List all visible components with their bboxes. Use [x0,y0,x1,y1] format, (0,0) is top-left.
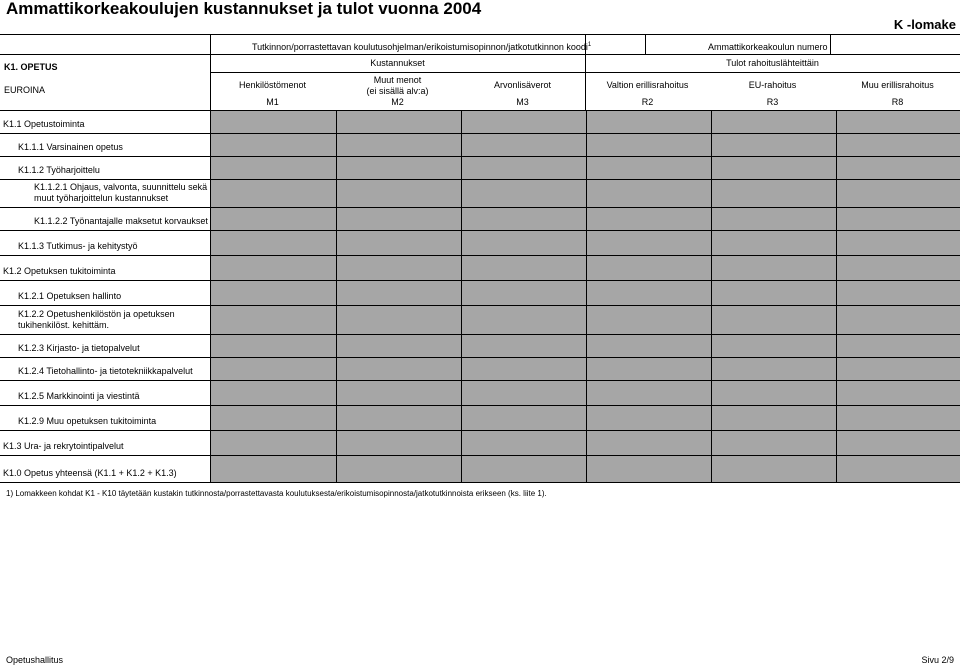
row-label-text: K1.1.1 Varsinainen opetus [18,142,123,152]
cell-divider [336,281,337,305]
code-r3: R3 [766,97,779,107]
cell-divider [586,256,587,280]
row-label-text: K1.1.2.1 Ohjaus, valvonta, suunnittelu sekä [34,182,208,192]
row-cells [210,231,960,255]
row-label-text: K1.2.4 Tietohallinto- ja tietotekniikkapalvelut [18,366,193,376]
row-label-text: K1.2.9 Muu opetuksen tukitoiminta [18,416,157,426]
cell-divider [336,456,337,482]
cell-divider [336,111,337,133]
row-label-text: K1.1 Opetustoiminta [3,119,85,129]
cell-divider [461,456,462,482]
row-cells [210,180,960,207]
cell-divider [711,431,712,455]
cell-divider [586,381,587,405]
table-row [0,231,960,256]
row-cells [210,358,960,380]
cell-divider [461,406,462,430]
cell-divider [836,335,837,357]
cell-divider [461,134,462,156]
amk-number-label: Ammattikorkeakoulun numero [708,42,828,52]
cell-divider [711,381,712,405]
cell-divider [711,335,712,357]
cell-divider [461,208,462,230]
row-label-text: K1.2.2 Opetushenkilöstön ja opetuksen [18,309,175,319]
row-cells [210,281,960,305]
row-label [0,111,210,133]
cell-divider [336,335,337,357]
cell-divider [836,381,837,405]
row-label-text: K1.2 Opetuksen tukitoiminta [3,266,116,276]
row-label [0,180,210,207]
cell-divider [586,335,587,357]
cell-divider [711,456,712,482]
cell-divider [711,157,712,179]
table-row [0,431,960,456]
row-cells [210,306,960,334]
row-label [0,306,210,334]
cell-divider [461,381,462,405]
cell-divider [336,406,337,430]
row-cells [210,208,960,230]
page-title: Ammattikorkeakoulujen kustannukset ja tulot vuonna 2004 [6,0,482,18]
table-row [0,208,960,231]
row-cells [210,335,960,357]
row-cells [210,381,960,405]
income-label: Tulot rahoituslähteittäin [726,58,819,68]
row-label-text: K1.1.3 Tutkimus- ja kehitystyö [18,241,138,251]
row-label [0,231,210,255]
row-label-text: K1.0 Opetus yhteensä (K1.1 + K1.2 + K1.3) [3,468,177,478]
cell-divider [586,406,587,430]
cell-divider [336,381,337,405]
table-row [0,335,960,358]
col-muut-menot: Muut menot (ei sisällä alv:a) [366,75,429,96]
table-row [0,180,960,208]
cell-divider [586,358,587,380]
program-code-label: Tutkinnon/porrastettavan koulutusohjelman/erikoistumisopinnon/jatkotutkinnon koodi$^1$ [252,42,592,52]
table-row [0,157,960,180]
cell-divider [461,431,462,455]
table-row [0,456,960,483]
cell-divider [711,231,712,255]
table-row [0,281,960,306]
cell-divider [461,157,462,179]
cell-divider [711,134,712,156]
row-label-text: K1.1.2.2 Työnantajalle maksetut korvaukset [34,216,208,226]
cell-divider [336,431,337,455]
cell-divider [336,134,337,156]
cell-divider [836,111,837,133]
cell-divider [836,406,837,430]
col-henkilostomenot: Henkilöstömenot [238,80,307,90]
code-m1: M1 [266,97,279,107]
row-label [0,208,210,230]
cell-divider [711,180,712,207]
row-cells [210,111,960,133]
cell-divider [836,431,837,455]
row-label-text: K1.2.1 Opetuksen hallinto [18,291,122,301]
cell-divider [461,111,462,133]
row-cells [210,256,960,280]
footnote: 1) Lomakkeen kohdat K1 - K10 täytetään kustakin tutkinnosta/porrastettavasta koulutuksesta/erikoistumisopinnosta/jatkotutkinnoista erikseen (ks. liite 1). [6,489,547,498]
cell-divider [336,157,337,179]
cell-divider [836,306,837,334]
cell-divider [711,358,712,380]
row-label [0,256,210,280]
code-r8: R8 [891,97,904,107]
cell-divider [836,180,837,207]
code-r2: R2 [641,97,654,107]
cell-divider [336,358,337,380]
table-row [0,358,960,381]
row-cells [210,431,960,455]
row-label [0,431,210,455]
table-row [0,306,960,335]
cell-divider [836,281,837,305]
cell-divider [586,208,587,230]
cell-divider [836,456,837,482]
cell-divider [336,180,337,207]
cell-divider [711,406,712,430]
cell-divider [711,111,712,133]
table-row [0,381,960,406]
cell-divider [336,208,337,230]
table-row [0,111,960,134]
cell-divider [461,358,462,380]
cell-divider [461,281,462,305]
footer-publisher: Opetushallitus [6,655,64,665]
cell-divider [586,431,587,455]
row-label [0,406,210,430]
row-label [0,381,210,405]
row-label [0,134,210,156]
cell-divider [836,208,837,230]
cell-divider [586,134,587,156]
form-label: K -lomake [893,17,956,32]
cell-divider [586,231,587,255]
row-label-text: K1.3 Ura- ja rekrytointipalvelut [3,441,124,451]
cell-divider [336,231,337,255]
cell-divider [586,281,587,305]
row-cells [210,406,960,430]
col-arvonlisaverot: Arvonlisäverot [493,80,552,90]
cell-divider [336,306,337,334]
row-label [0,456,210,482]
col-eu-rahoitus: EU-rahoitus [748,80,797,90]
cell-divider [711,208,712,230]
row-label [0,157,210,179]
cell-divider [711,306,712,334]
cell-divider [711,281,712,305]
currency-label: EUROINA [4,85,46,95]
table-row [0,256,960,281]
row-label-text: K1.1.2 Työharjoittelu [18,165,100,175]
cell-divider [586,456,587,482]
cell-divider [461,256,462,280]
row-label-text: K1.2.5 Markkinointi ja viestintä [18,391,140,401]
code-m2: M2 [391,97,404,107]
row-cells [210,157,960,179]
cell-divider [586,157,587,179]
cell-divider [461,335,462,357]
table-row [0,406,960,431]
cell-divider [586,306,587,334]
row-label-text: K1.2.3 Kirjasto- ja tietopalvelut [18,343,140,353]
cell-divider [461,180,462,207]
cell-divider [836,157,837,179]
costs-label: Kustannukset [370,58,425,68]
cell-divider [711,256,712,280]
row-cells [210,456,960,482]
cell-divider [461,231,462,255]
title-rule [0,34,960,35]
col-muu-erillisrahoitus: Muu erillisrahoitus [861,80,934,90]
cell-divider [836,134,837,156]
row-cells [210,134,960,156]
cell-divider [836,358,837,380]
row-label [0,281,210,305]
cell-divider [836,231,837,255]
code-m3: M3 [516,97,529,107]
table-row [0,134,960,157]
cell-divider [836,256,837,280]
section-label: K1. OPETUS [4,62,58,72]
row-label-text-2: tukihenkilöst. kehittäm. [18,320,110,330]
cell-divider [586,111,587,133]
row-label [0,358,210,380]
cell-divider [336,256,337,280]
cell-divider [461,306,462,334]
row-label [0,335,210,357]
col-valtion-erillisrahoitus: Valtion erillisrahoitus [606,80,689,90]
row-label-text-2: muut työharjoittelun kustannukset [34,193,169,203]
cell-divider [586,180,587,207]
footer-page: Sivu 2/9 [921,655,954,665]
